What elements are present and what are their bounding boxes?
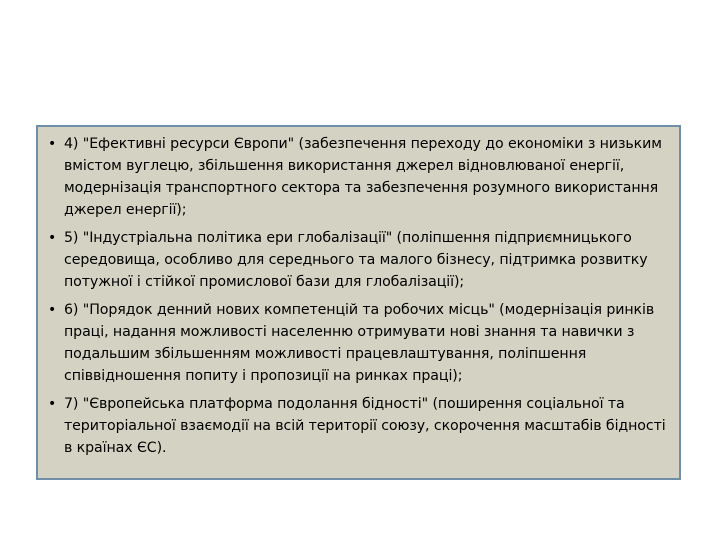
list-item-text: 7) "Європейська платформа подолання бідності" (поширення соціальної та територіальної взаємодії на всій території союзу, скорочення масштабів бідності в країнах ЄС). (64, 396, 666, 456)
bullet-icon: • (48, 396, 57, 412)
list-item (48, 299, 669, 387)
list-item (48, 227, 669, 293)
bullet-icon: • (48, 136, 57, 152)
bullet-icon: • (48, 230, 57, 246)
list-item (48, 133, 669, 221)
list-item (48, 393, 669, 459)
content-box (36, 125, 681, 480)
list-item-text: 5) "Індустріальна політика ери глобалізації" (поліпшення підприємницького середовища, особливо для середнього та малого бізнесу, підтримка розвитку потужної і стійкої промислової бази для глобалізації); (64, 230, 648, 290)
bullet-icon: • (48, 302, 57, 318)
bullet-list (48, 133, 669, 459)
list-item-text: 4) "Ефективні ресурси Європи" (забезпечення переходу до економіки з низьким вмістом вуглецю, збільшення використання джерел відновлюваної енергії, модернізація транспортного сектора та забезпечення розумного використання джерел енергії); (64, 136, 662, 218)
list-item-text: 6) "Порядок денний нових компетенцій та робочих місць" (модернізація ринків праці, надання можливості населенню отримувати нові знання та навички з подальшим збільшенням можливості працевлаштування, поліпшення співвідношення попиту і пропозиції на ринках праці); (64, 302, 655, 384)
